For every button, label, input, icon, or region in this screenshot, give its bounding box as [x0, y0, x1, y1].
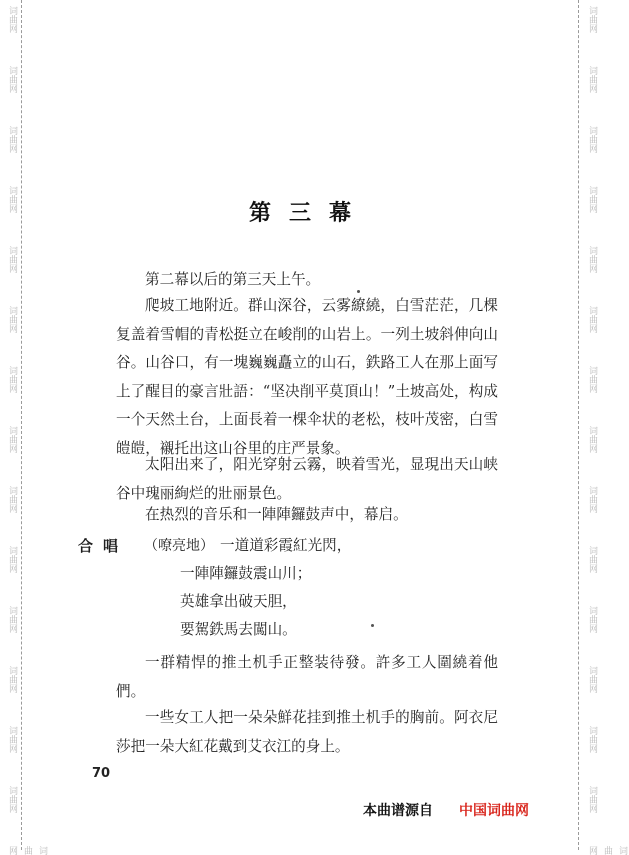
left-watermark-strip [0, 0, 47, 855]
chorus-line: 要駕鉄馬去闖山。 [180, 621, 297, 638]
watermark-text: 词曲网 [7, 786, 17, 813]
flowers-paragraph: 一些女工人把一朵朵鮮花挂到推土机手的胸前。阿衣尼莎把一朵大紅花戴到艾衣江的身上。 [116, 709, 498, 755]
right-watermark-strip [578, 0, 627, 855]
watermark-text: 词曲网 [587, 846, 627, 855]
watermark-text: 词曲网 [7, 726, 17, 753]
watermark-text: 词曲网 [587, 486, 597, 513]
watermark-text: 词曲网 [7, 306, 17, 333]
scene-time-paragraph: 第二幕以后的第三天上午。 [145, 271, 321, 288]
bulldozer-crew-paragraph: 一群精悍的推土机手正整装待發。許多工人圍繞着他們。 [116, 654, 498, 700]
footer-site-name: 中国词曲网 [459, 803, 529, 819]
watermark-text: 词曲网 [7, 246, 17, 273]
watermark-text: 词曲网 [587, 126, 597, 153]
watermark-text: 词曲网 [587, 66, 597, 93]
watermark-text: 词曲网 [587, 546, 597, 573]
page-number: 70 [92, 766, 111, 781]
watermark-text: 词曲网 [587, 246, 597, 273]
watermark-text: 词曲网 [7, 186, 17, 213]
watermark-text: 词曲网 [587, 666, 597, 693]
scene-setting-paragraph: 爬坡工地附近。群山深谷，云雾繚繞，白雪茫茫，几棵复盖着雪帽的青松挺立在峻削的山岩上。一列土坡斜伸向山谷。山谷口，有一塊巍巍矗立的山石，鉄路工人在那上面写上了醒目的豪言壯語：“坚决削平莫頂山！”土坡高处，构成一个天然土台，上面長着一棵伞状的老松，枝叶茂密，白雪皚皚，襯托出这山谷里的庄严景象。 [116, 297, 498, 457]
watermark-text: 词曲网 [587, 426, 597, 453]
watermark-text: 词曲网 [587, 726, 597, 753]
watermark-text: 词曲网 [7, 546, 17, 573]
watermark-text: 词曲网 [7, 366, 17, 393]
watermark-text: 词曲网 [587, 786, 597, 813]
print-speck [357, 290, 360, 293]
watermark-text: 词曲网 [587, 6, 597, 33]
watermark-text: 词曲网 [7, 606, 17, 633]
watermark-text: 词曲网 [7, 126, 17, 153]
watermark-text: 词曲网 [7, 486, 17, 513]
watermark-text: 词曲网 [7, 6, 17, 33]
source-footer [363, 801, 529, 821]
chorus-line: 一陣陣鑼鼓震山川； [180, 565, 312, 582]
watermark-text: 词曲网 [587, 186, 597, 213]
watermark-text: 词曲网 [7, 846, 47, 855]
chorus-line: 一道道彩霞紅光閃， [220, 537, 352, 554]
chorus-line: 英雄拿出破天胆， [180, 593, 297, 610]
sunrise-paragraph: 太阳出来了，阳光穿射云霧，映着雪光，显現出天山峡谷中瑰丽絢烂的壯丽景色。 [116, 456, 498, 502]
watermark-text: 词曲网 [587, 366, 597, 393]
curtain-paragraph: 在热烈的音乐和一陣陣鑼鼓声中，幕启。 [145, 506, 408, 523]
watermark-text: 词曲网 [7, 66, 17, 93]
watermark-text: 词曲网 [587, 306, 597, 333]
act-title: 第三幕 [248, 201, 369, 226]
print-speck [371, 624, 374, 627]
watermark-text: 词曲网 [7, 666, 17, 693]
chorus-role-label: 合唱 [78, 537, 129, 555]
chorus-stage-direction: （嘹亮地） [144, 538, 214, 554]
footer-source-text: 本曲谱源自 [363, 803, 433, 819]
watermark-text: 词曲网 [7, 426, 17, 453]
watermark-text: 词曲网 [587, 606, 597, 633]
